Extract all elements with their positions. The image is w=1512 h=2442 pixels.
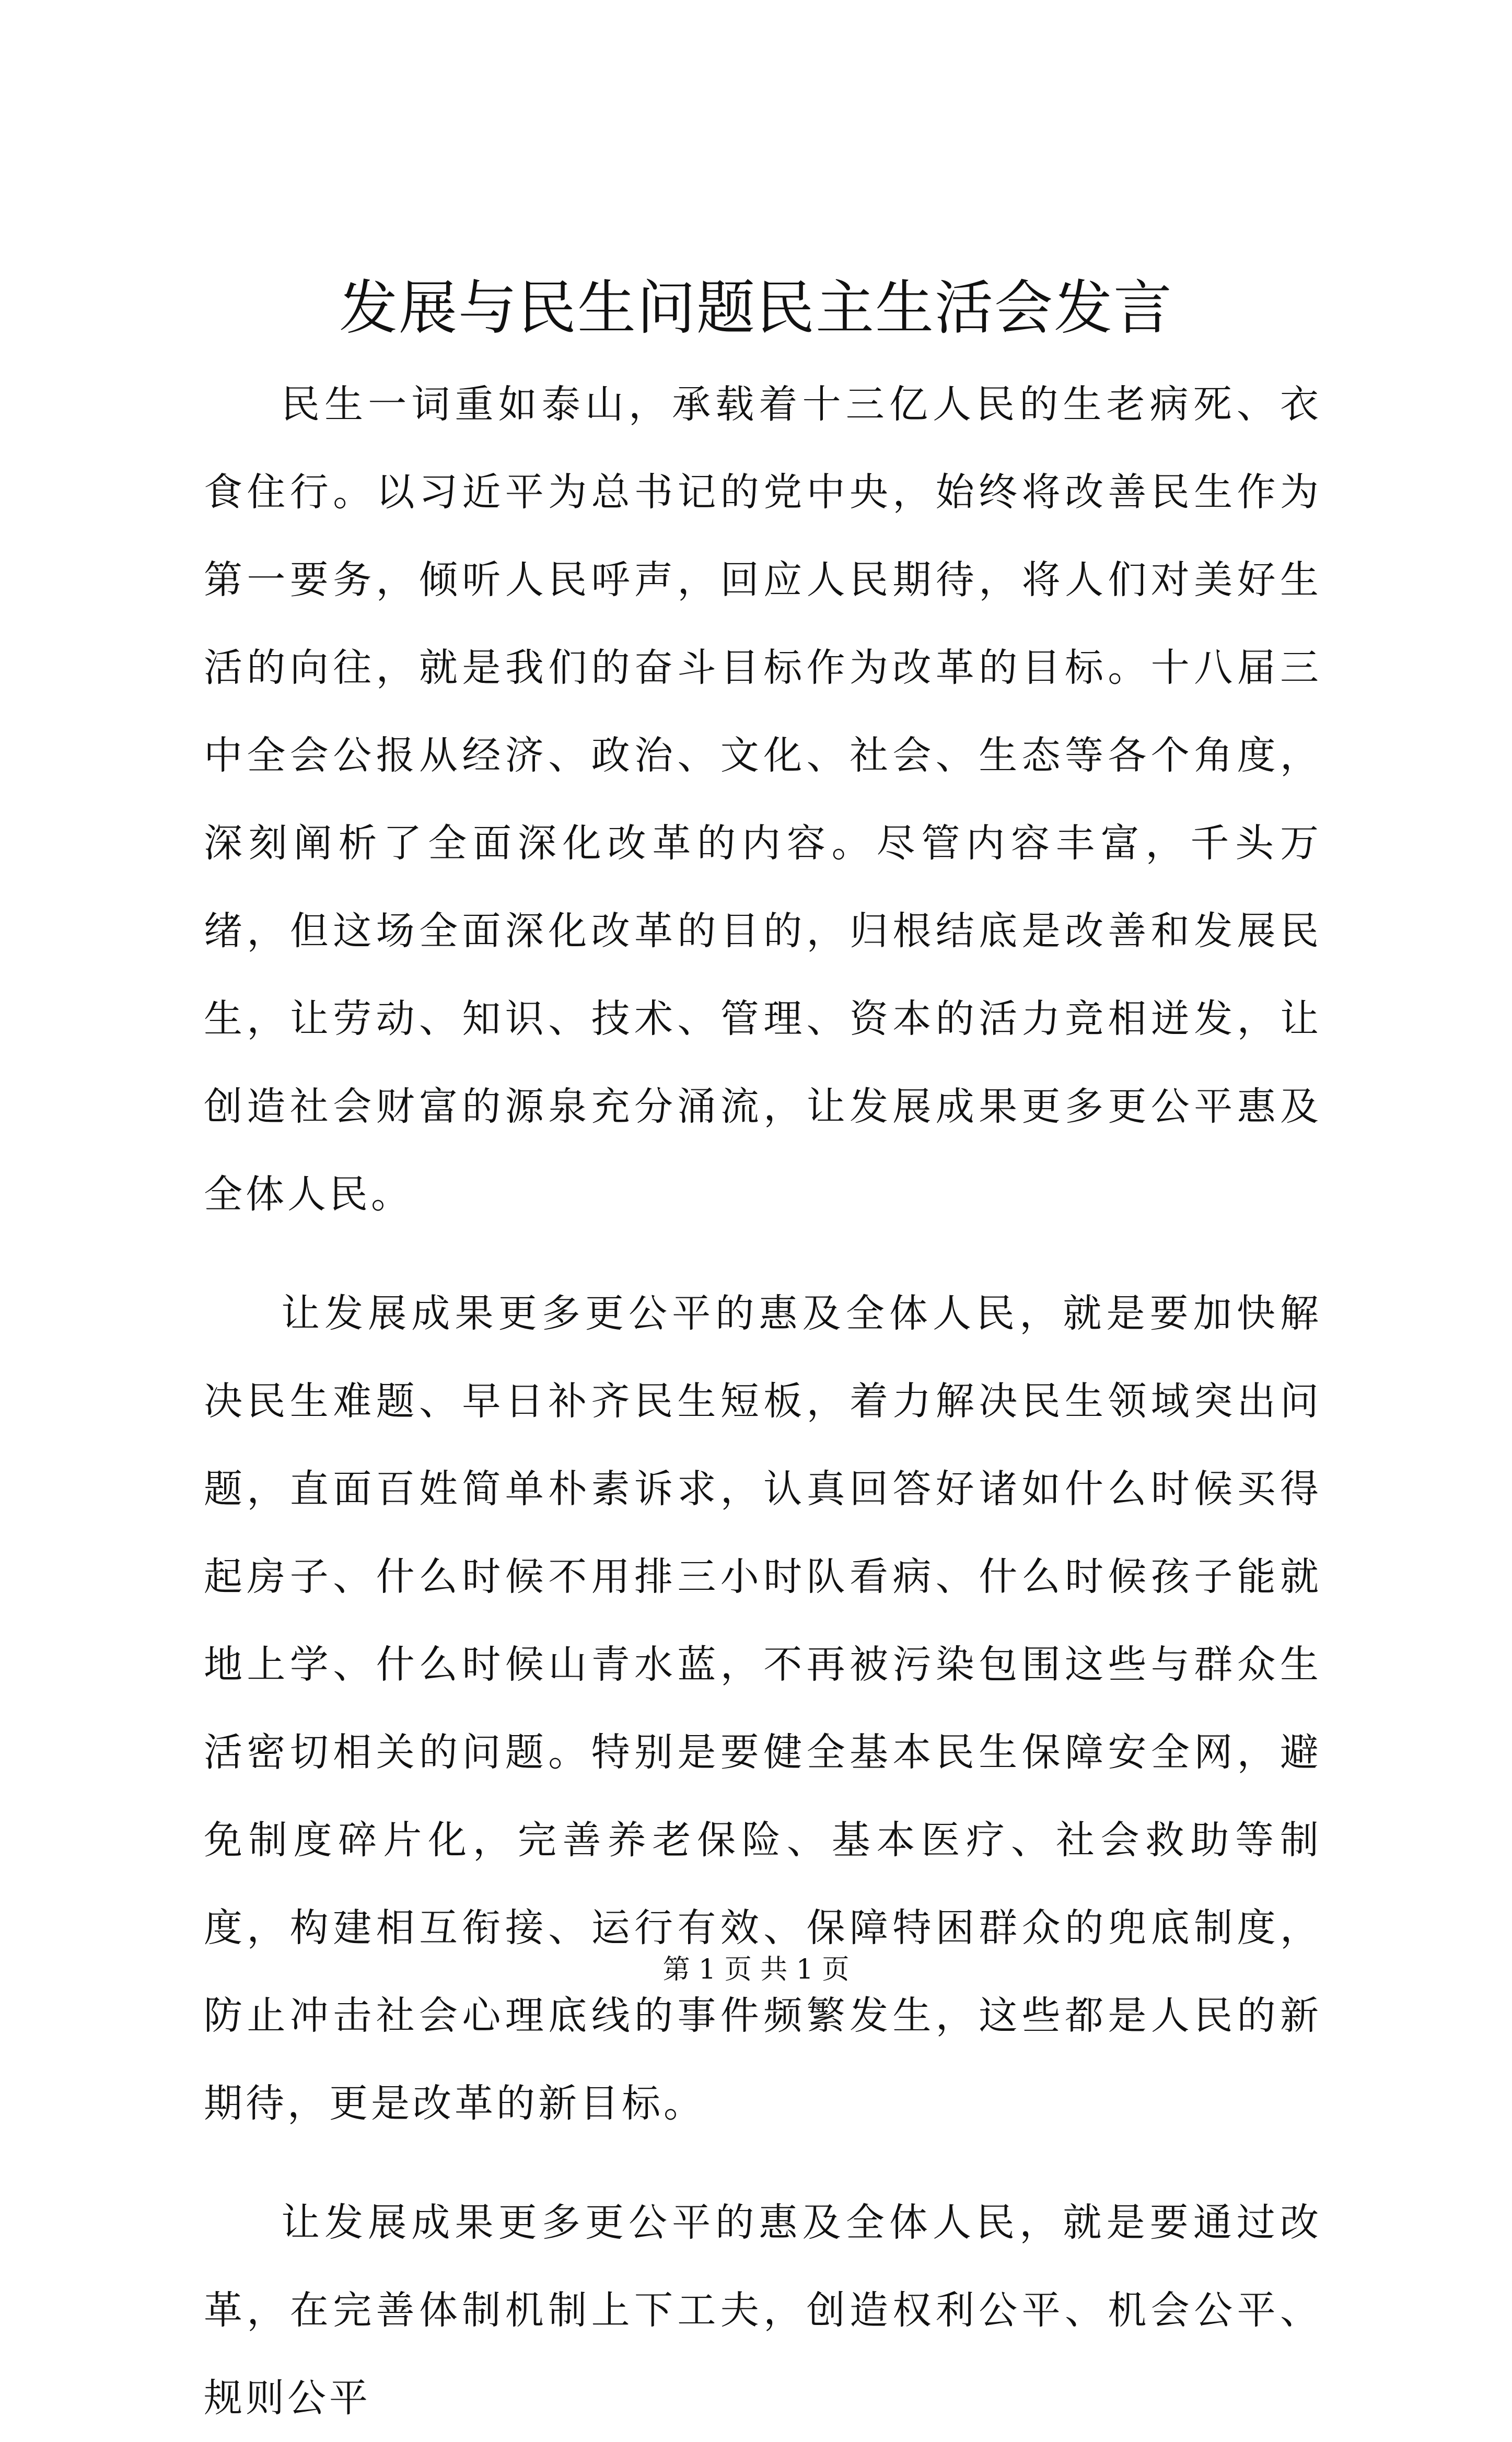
document-title: 发展与民生问题民主生活会发言 (339, 274, 1173, 342)
paragraph-3: 让发展成果更多更公平的惠及全体人民，就是要通过改革，在完善体制机制上下工夫，创造权利公平、机会公平、规则公平 (204, 2200, 1322, 2421)
paragraph-2: 让发展成果更多更公平的惠及全体人民，就是要加快解决民生难题、早日补齐民生短板，着力解决民生领域突出问题，直面百姓简单朴素诉求，认真回答好诸如什么时候买得起房子、什么时候不用排三小时队看病、什么时候孩子能就地上学、什么时候山青水蓝，不再被污染包围这些与群众生活密切相关的问题。特别是要健全基本民生保障安全网，避免制度碎片化，完善养老保险、基本医疗、社会救助等制度，构建相互衔接、运行有效、保障特困群众的兜底制度，防止冲击社会心理底线的事件频繁发生，这些都是人民的新期待，更是改革的新目标。 (204, 1291, 1322, 2126)
document-body (204, 361, 1322, 2442)
paragraph-1: 民生一词重如泰山，承载着十三亿人民的生老病死、衣食住行。以习近平为总书记的党中央，始终将改善民生作为第一要务，倾听人民呼声，回应人民期待，将人们对美好生活的向往，就是我们的奋斗目标作为改革的目标。十八届三中全会公报从经济、政治、文化、社会、生态等各个角度，深刻阐析了全面深化改革的内容。尽管内容丰富，千头万绪，但这场全面深化改革的目的，归根结底是改善和发展民生，让劳动、知识、技术、管理、资本的活力竞相迸发，让创造社会财富的源泉充分涌流，让发展成果更多更公平惠及全体人民。 (204, 382, 1322, 1217)
page-number-footer: 第 1 页 共 1 页 (662, 1954, 850, 1985)
